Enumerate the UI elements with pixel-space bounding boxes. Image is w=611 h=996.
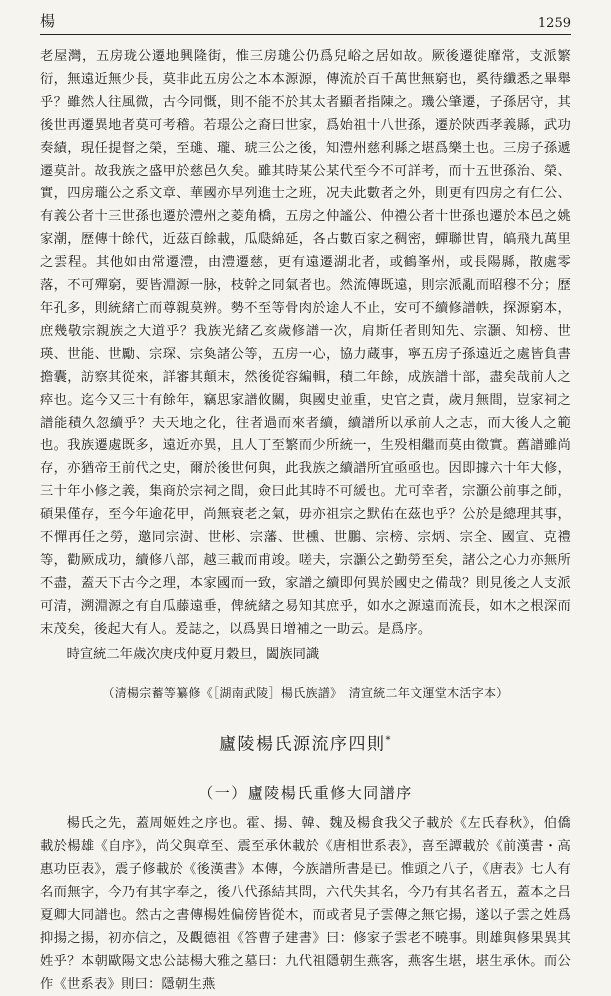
section-title: [40, 728, 571, 758]
source-note: （清楊宗蓄等纂修《［湖南武陵］楊氏族譜》 清宣統二年文運堂木活字本）: [102, 685, 509, 700]
page-number: 1259: [537, 16, 571, 31]
running-header: [40, 10, 571, 35]
subsection-title: （一）廬陵楊氏重修大同譜序: [198, 784, 413, 803]
preface-paragraph: 老屋灣，五房珑公遷地興隆街，惟三房璡公仍爲兒峪之居如故。厥後遷徙靡常，支派繁衍，無遠近無少長，莫非此五房公之本本源源，傳流於百千萬世無窮也，奚待纖悉之畢舉乎？雖然人往風微，古今同慨，則不能不於其太者顯者指陳之。璣公肇遷，子孫居守，其後世再遷異地者莫可考稽。若璟公之裔曰世家，爲始祖十八世孫，遷於陝西孝義縣，武功奏績，現任提督之榮，至璡、瓏、琥三公之後，知澧州慈利縣之堪爲樂土也。三房子孫遞遷莫計。故我族之盛甲於慈邑久矣。雖其時某公某代至今不可詳考，而十五世孫治、榮、實，四房瓏公之系文章、華國亦早列進士之班，况夫此數者之外，則更有四房之有仁公、有義公者十三世孫也遷於澧州之菱角橋，五房之仲謐公、仲禮公者十世孫也遷於本邑之姚家潮，歷傳十餘代，近茲百餘載，瓜瓞綿延，各占數百家之稠密，蟬聯世胄，皜飛九萬里之雲程。其他如由常遷澧，由澧遷慈，更有遠遷湖北者，或鶴峯州，或長陽縣，散處零落，不可殫窮，要皆淵源一脉，枝幹之同氣者也。然流傳既遠，則宗派亂而昭穆不分；歷年孔多，則統緒亡而尊親莫辨。勢不至等骨肉於途人不止，安可不續修譜帙，探源窮本，庶幾敬宗親族之大道乎？我族光緒乙亥歲修譜一次，肩斯任者則知先、宗灝、知榜、世瑛、世能、世勵、宗琛、宗奐諸公等，五房一心，協力蔵事，寧五房子孫遠近之處皆負書擔囊，訪察其從來，詳審其顛末，然後從容編輯，積二年餘，成族譜十部，盡矣哉前人之瘁也。迄今又三十有餘年，竊思家譜攸關，與國史並重，史官之責，歲月無間，豈家祠之譜能積久忽續乎？夫天地之化，往者過而來者續，續譜所以承前人之志，而大後人之範也。我族遷處既多，遠近亦異，且人丁至繁而少所統一，生殁相繼而莫由徵實。舊譜雖尚存，亦猶帝王前代之史，爾於後世何與，此我族之續譜所宜亟亟也。因即據六十年大修，三十年小修之義，集商於宗祠之間，僉曰此其時不可緩也。尤可幸者，宗灝公前事之師，碩果僅存，至今年逾花甲，尚無衰老之氣，毋亦祖宗之默佑在茲也乎？公於是總理其事，不憚再任之勞，邀同宗澍、世彬、宗藩、世櫄、世鵬、宗榜、宗炳、宗全、國宣、克禮等，勸厥成功，續修八部，越三載而甫竣。嗟夫，宗灝公之勤勞至矣，諸公之心力亦無所不盡，蓋天下古今之理，本家國而一致，家譜之續即何異於國史之備哉？則見後之人支派可清，溯淵源之有自瓜藤遠垂，俾統緒之易知其庶乎，如水之源遠而流長，如木之根深而末茂矣，後起大有人。爰誌之，以爲異日增補之一助云。是爲序。: [40, 49, 571, 637]
signature-line: 時宣統二年歲次庚戌仲夏月穀旦，闔族同識: [66, 646, 320, 662]
first-paragraph: 楊氏之先，蓋周姬姓之序也。霍、揚、韓、魏及楊食我父子載於《左氏春秋》，伯僑載於楊雄《自序》，尚父與章至、震至承休載於《唐相世系表》，喜至譚載於《前漢書・高惠功臣表》，震子修載於《後漢書》本傳，今族譜所書是已。惟頭之八子，《唐表》七人有名而無字，今乃有其字奉之，後八代孫結其問，六代失其名，今乃有其名者五，蓋本之吕夏卿大同譜也。然古之書傳楊姓偏傍皆從木，而或者見子雲傳之無它揚，遂以子雲之姓爲抑揚之揚，初亦信之，及觀德祖《答曹子建書》曰：修家子雲老不曉事。則雄與修果異其姓乎？本朝歐陽文忠公誌楊大雅之墓曰：九代祖隱朝生燕客，燕客生堪，堪生承休。而公作《世系表》則曰：隱朝生燕: [40, 816, 571, 992]
section-title-text: 廬陵楊氏源流序四則: [219, 734, 386, 755]
footnote-mark: *: [385, 734, 392, 746]
header-title: 楊: [40, 12, 57, 30]
page-body: [40, 46, 571, 996]
